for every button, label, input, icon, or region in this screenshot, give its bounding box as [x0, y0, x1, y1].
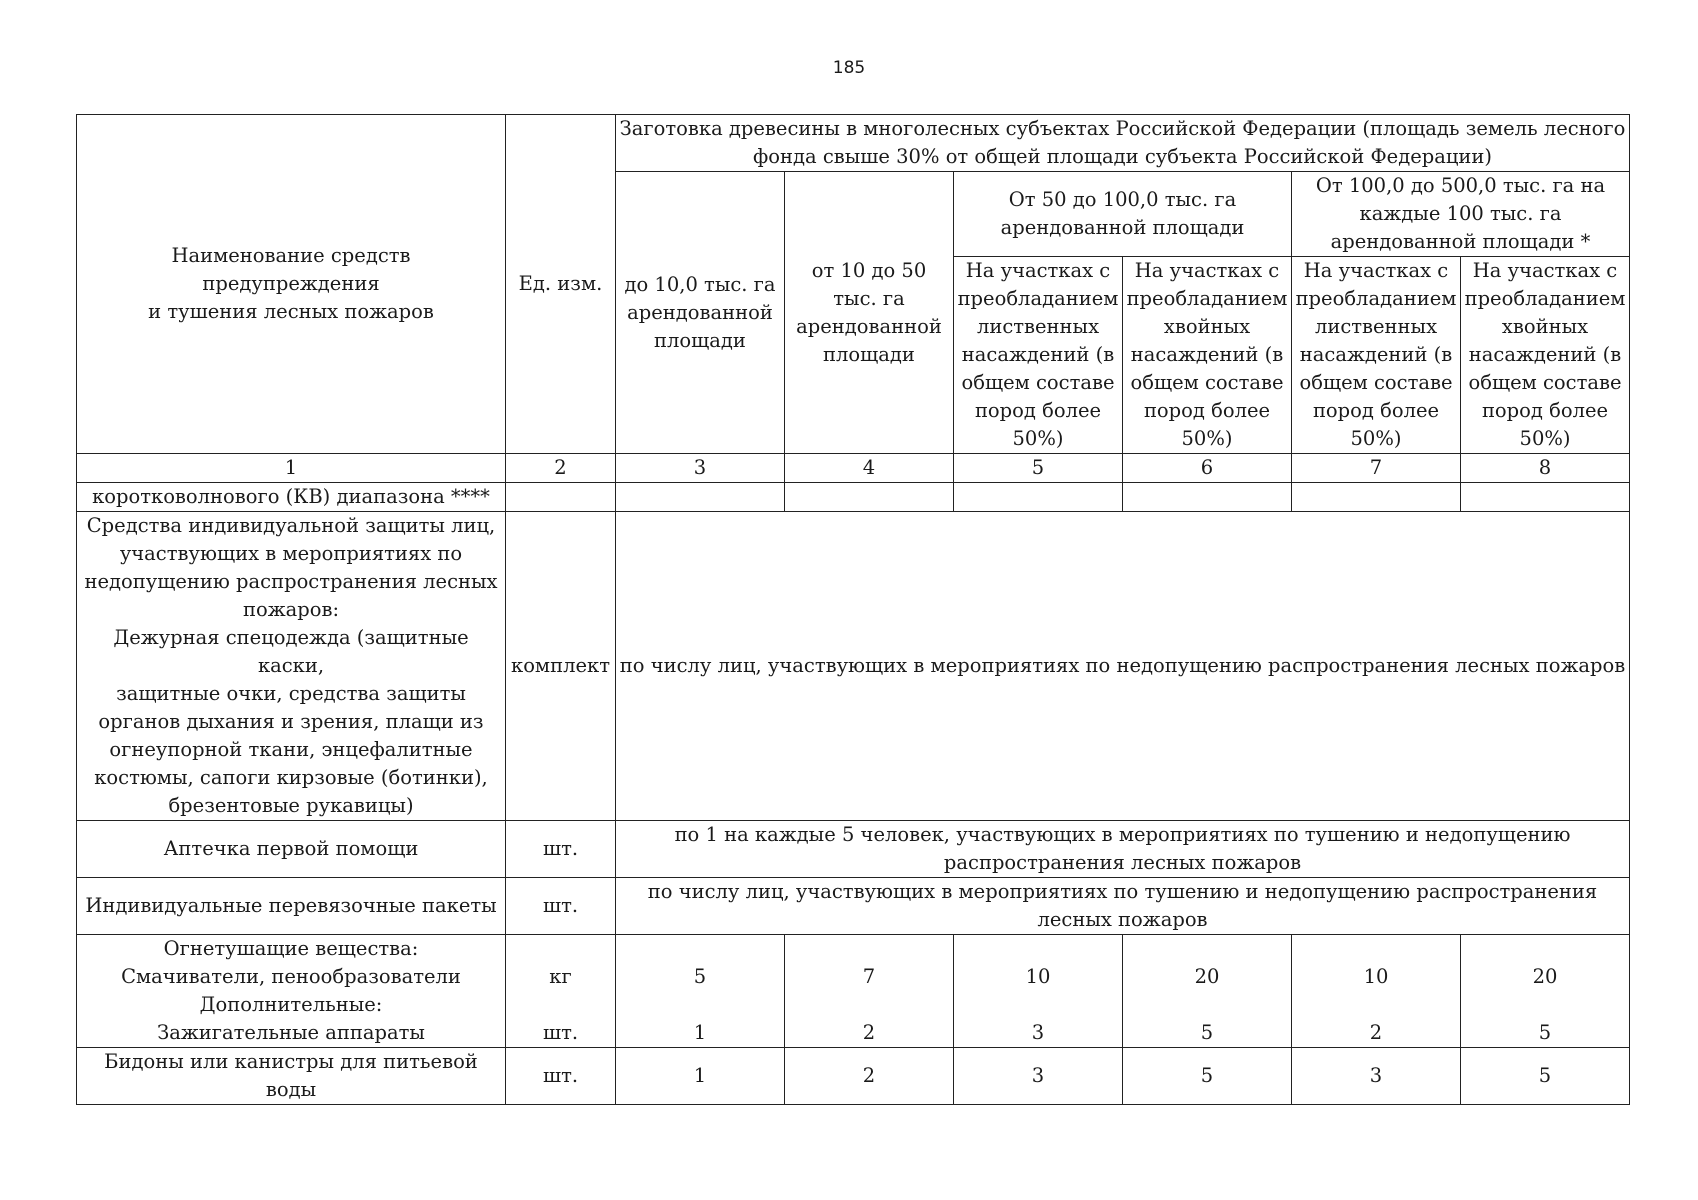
empty-cell: [1123, 483, 1292, 512]
value-cell: 5: [1123, 1048, 1292, 1105]
value-igniters: 2: [1369, 1021, 1383, 1044]
value-cell: [616, 935, 785, 1048]
empty-cell: [785, 483, 954, 512]
value-cell: [1292, 935, 1461, 1048]
row-unit-ppe: комплект: [506, 512, 616, 821]
empty-cell: [1461, 483, 1630, 512]
row-name-radio: коротковолнового (КВ) диапазона ****: [77, 483, 506, 512]
column-number: 5: [954, 454, 1123, 483]
column-number: 7: [1292, 454, 1461, 483]
row-name-ppe: Средства индивидуальной защиты лиц, участвующих в мероприятиях по недопущению распространения лесных пожаров: Дежурная спецодежда (защитные каски, защитные очки, средства защиты органов дыхания и зрения, плащи из огнеупорной ткани, энцефалитные костюмы, сапоги кирзовые (ботинки), брезентовые рукавицы): [77, 512, 506, 821]
header-col-8: На участках с преобладанием хвойных насаждений (в общем составе пород более 50%): [1461, 257, 1630, 454]
column-number: 4: [785, 454, 954, 483]
row-unit-cans: шт.: [506, 1048, 616, 1105]
header-col-3: до 10,0 тыс. га арендованной площади: [616, 172, 785, 454]
value-agents: 20: [1532, 965, 1558, 988]
table-row: [77, 483, 1630, 512]
column-number: 1: [77, 454, 506, 483]
header-subgroup-100-500: От 100,0 до 500,0 тыс. га на каждые 100 тыс. га арендованной площади *: [1292, 172, 1630, 257]
row-name-cans: Бидоны или канистры для питьевой воды: [77, 1048, 506, 1105]
unit-pcs: шт.: [542, 1021, 579, 1044]
page-number: 185: [832, 58, 866, 78]
empty-cell: [506, 483, 616, 512]
column-number: 2: [506, 454, 616, 483]
header-row: [77, 115, 1630, 172]
row-name-extinguishing: Огнетушащие вещества: Смачиватели, пенообразователи Дополнительные: Зажигательные аппараты: [77, 935, 506, 1048]
value-igniters: 2: [862, 1021, 876, 1044]
unit-kg: кг: [549, 965, 572, 988]
value-cell: 5: [1461, 1048, 1630, 1105]
row-name-first-aid: Аптечка первой помощи: [77, 821, 506, 878]
value-cell: 1: [616, 1048, 785, 1105]
value-cell: 2: [785, 1048, 954, 1105]
value-igniters: 1: [693, 1021, 707, 1044]
row-unit-dressing: шт.: [506, 878, 616, 935]
value-agents: 20: [1194, 965, 1220, 988]
table-row: [77, 1048, 1630, 1105]
row-value-first-aid: по 1 на каждые 5 человек, участвующих в мероприятиях по тушению и недопущению распространения лесных пожаров: [616, 821, 1630, 878]
header-col-6: На участках с преобладанием хвойных насаждений (в общем составе пород более 50%): [1123, 257, 1292, 454]
value-igniters: 5: [1538, 1021, 1552, 1044]
header-group-title: Заготовка древесины в многолесных субъектах Российской Федерации (площадь земель лесного фонда свыше 30% от общей площади субъекта Российской Федерации): [616, 115, 1630, 172]
empty-cell: [1292, 483, 1461, 512]
row-value-ppe: по числу лиц, участвующих в мероприятиях по недопущению распространения лесных пожаров: [616, 512, 1630, 821]
header-unit-column: Ед. изм.: [506, 115, 616, 454]
value-igniters: 3: [1031, 1021, 1045, 1044]
column-number: 6: [1123, 454, 1292, 483]
header-col-5: На участках с преобладанием лиственных насаждений (в общем составе пород более 50%): [954, 257, 1123, 454]
value-cell: [1123, 935, 1292, 1048]
value-agents: 10: [1363, 965, 1389, 988]
value-agents: 10: [1025, 965, 1051, 988]
row-unit-extinguishing: [506, 935, 616, 1048]
value-cell: [785, 935, 954, 1048]
column-numbers-row: [77, 454, 1630, 483]
row-unit-first-aid: шт.: [506, 821, 616, 878]
empty-cell: [954, 483, 1123, 512]
value-cell: [1461, 935, 1630, 1048]
header-name-column: Наименование средств предупреждения и тушения лесных пожаров: [77, 115, 506, 454]
value-cell: 3: [954, 1048, 1123, 1105]
header-subgroup-50-100: От 50 до 100,0 тыс. га арендованной площади: [954, 172, 1292, 257]
header-col-4: от 10 до 50 тыс. га арендованной площади: [785, 172, 954, 454]
empty-cell: [616, 483, 785, 512]
equipment-norms-table: [76, 114, 1630, 1105]
table-row: [77, 935, 1630, 1048]
row-value-dressing: по числу лиц, участвующих в мероприятиях по тушению и недопущению распространения лесных пожаров: [616, 878, 1630, 935]
column-number: 8: [1461, 454, 1630, 483]
table-row: [77, 878, 1630, 935]
table-row: [77, 512, 1630, 821]
value-agents: 7: [862, 965, 876, 988]
value-cell: 3: [1292, 1048, 1461, 1105]
table-row: [77, 821, 1630, 878]
value-agents: 5: [693, 965, 707, 988]
column-number: 3: [616, 454, 785, 483]
row-name-dressing: Индивидуальные перевязочные пакеты: [77, 878, 506, 935]
header-col-7: На участках с преобладанием лиственных насаждений (в общем составе пород более 50%): [1292, 257, 1461, 454]
value-cell: [954, 935, 1123, 1048]
value-igniters: 5: [1200, 1021, 1214, 1044]
